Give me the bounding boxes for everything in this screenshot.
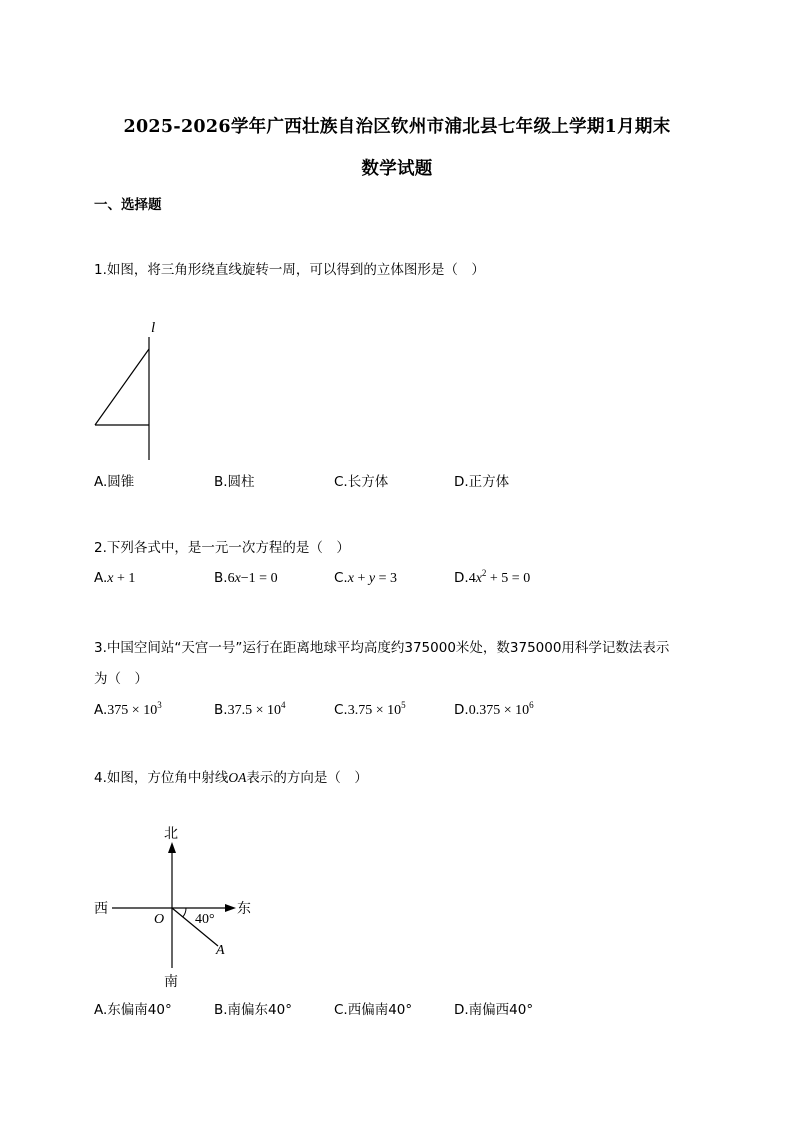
option-letter: D. [454, 702, 469, 718]
option-letter: A. [94, 570, 108, 586]
math-var: OA [228, 770, 247, 785]
direction-north-label: 北 [164, 827, 178, 842]
question-2-text: 2.下列各式中，是一元一次方程的是（ ） [94, 540, 350, 556]
math-text: = 3 [375, 571, 397, 586]
q4-option-d[interactable]: D.南偏西40° [454, 1002, 534, 1018]
math-var: x [475, 571, 482, 586]
math-text: + [353, 571, 369, 586]
option-letter: C. [334, 702, 348, 718]
q1-option-d[interactable]: D.正方体 [454, 474, 510, 490]
q2-option-a[interactable] [94, 570, 135, 587]
q3-option-d[interactable] [454, 702, 534, 719]
point-a-label: A [216, 943, 225, 958]
section-heading: 一、选择题 [94, 197, 162, 213]
math-exponent: 3 [157, 700, 162, 710]
option-letter: B. [214, 702, 228, 718]
direction-west-label: 西 [94, 902, 108, 917]
q4-option-b[interactable]: B.南偏东40° [214, 1002, 292, 1018]
angle-label: 40° [195, 912, 215, 927]
page-title-line2: 数学试题 [361, 159, 433, 179]
math-text: −1 = 0 [240, 571, 278, 586]
math-var: x [107, 571, 114, 586]
math-text: 37.5 × 10 [227, 703, 281, 718]
math-exponent: 5 [401, 700, 406, 710]
math-var: x [347, 571, 354, 586]
direction-south-label: 南 [164, 975, 178, 990]
math-text: 4 [468, 571, 476, 586]
page-title-line1: 2025-2026学年广西壮族自治区钦州市浦北县七年级上学期1月期末 [123, 117, 671, 137]
direction-east-label: 东 [237, 902, 251, 917]
q3-option-a[interactable] [94, 702, 162, 719]
rotation-axis-label: l [151, 320, 156, 336]
question-3-text-line2: 为（ ） [94, 671, 148, 687]
q2-option-c[interactable] [334, 570, 397, 587]
q3-option-c[interactable] [334, 702, 406, 719]
math-var: y [368, 571, 376, 586]
math-exponent: 6 [529, 700, 534, 710]
question-3-text-line1: 3.中国空间站“天宫一号”运行在距离地球平均高度约375000米处，数375000用科学记数法表示 [94, 640, 670, 656]
q2-option-b[interactable] [214, 570, 278, 587]
question-4-compass-figure [88, 820, 268, 992]
q2-option-d[interactable] [454, 570, 530, 587]
q3-option-b[interactable] [214, 702, 285, 719]
math-text: 6 [227, 571, 235, 586]
q4-option-c[interactable]: C.西偏南40° [334, 1002, 413, 1018]
question-text-part: 4.如图，方位角中射线 [94, 770, 229, 786]
math-exponent: 2 [481, 568, 487, 578]
math-text: + 5 = 0 [486, 571, 531, 586]
option-letter: A. [94, 702, 108, 718]
math-var: x [234, 571, 241, 586]
math-text: + 1 [113, 571, 136, 586]
math-text: 0.375 × 10 [468, 703, 530, 718]
origin-label: O [154, 912, 165, 927]
question-1-figure [88, 312, 168, 464]
q1-option-c[interactable]: C.长方体 [334, 474, 389, 490]
question-1-text: 1.如图，将三角形绕直线旋转一周，可以得到的立体图形是（ ） [94, 262, 485, 278]
q1-option-a[interactable]: A.圆锥 [94, 474, 135, 490]
math-text: 375 × 10 [107, 703, 158, 718]
math-text: 3.75 × 10 [347, 703, 402, 718]
q1-option-b[interactable]: B.圆柱 [214, 474, 255, 490]
q4-option-a[interactable]: A.东偏南40° [94, 1002, 172, 1018]
question-4-text [94, 766, 368, 786]
question-text-part: 表示的方向是（ ） [246, 770, 368, 786]
math-exponent: 4 [280, 700, 286, 710]
option-letter: D. [454, 570, 469, 586]
option-letter: B. [214, 570, 228, 586]
option-letter: C. [334, 570, 348, 586]
